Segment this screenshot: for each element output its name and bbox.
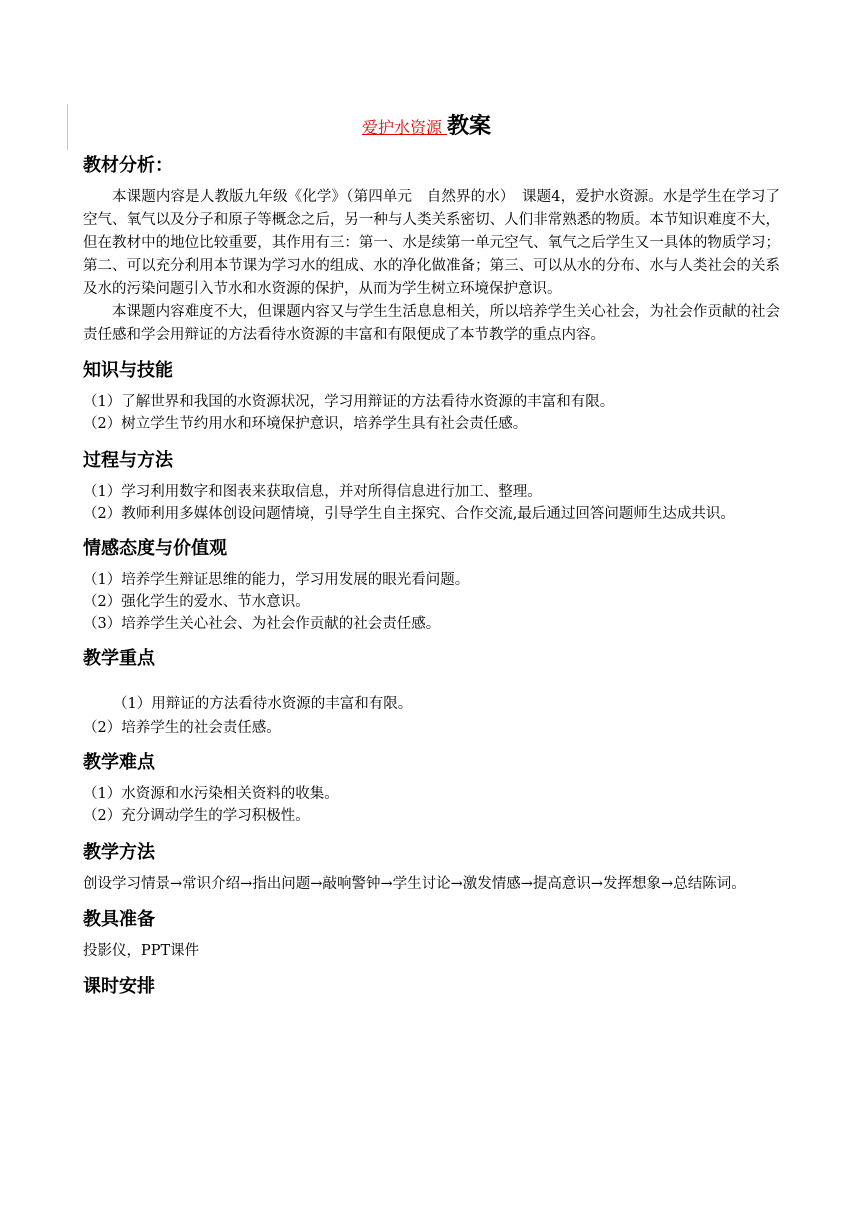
emotion-item: （1）培养学生辩证思维的能力，学习用发展的眼光看问题。 (83, 572, 470, 588)
knowledge-item: （1）了解世界和我国的水资源状况，学习用辩证的方法看待水资源的丰富和有限。 (83, 394, 615, 410)
tools-text: 投影仪，PPT课件 (83, 943, 200, 959)
process-item: （2）教师利用多媒体创设问题情境，引导学生自主探究、合作交流,最后通过回答问题师生达成共识。 (83, 506, 735, 522)
title-link-text[interactable]: 爱护水资源 (361, 118, 448, 137)
section-heading-knowledge: 知识与技能 (83, 360, 173, 381)
title-suffix: 教案 (447, 114, 492, 139)
section-heading-emotion: 情感态度与价值观 (83, 538, 227, 559)
difficulty-item: （2）充分调动学生的学习积极性。 (83, 808, 310, 824)
document-page (83, 110, 780, 1007)
section-heading-analysis: 教材分析： (83, 155, 173, 176)
section-heading-difficulties: 教学难点 (83, 752, 155, 773)
methods-text: 创设学习情景→常识介绍→指出问题→敲响警钟→学生讨论→激发情感→提高意识→发挥想象→总结陈词。 (83, 876, 746, 892)
analysis-paragraph-2: 本课题内容难度不大，但课题内容又与学生生活息息相关，所以培养学生关心社会，为社会作贡献的社会责任感和学会用辩证的方法看待水资源的丰富和有限便成了本节教学的重点内容。 (83, 304, 780, 343)
difficulty-item: （1）水资源和水污染相关资料的收集。 (83, 786, 339, 802)
key-point-item: （2）培养学生的社会责任感。 (83, 720, 281, 736)
section-heading-key-points: 教学重点 (83, 648, 155, 669)
section-heading-process: 过程与方法 (83, 450, 173, 471)
knowledge-item: （2）树立学生节约用水和环境保护意识，培养学生具有社会责任感。 (83, 416, 528, 432)
emotion-item: （3）培养学生关心社会、为社会作贡献的社会责任感。 (83, 616, 441, 632)
emotion-item: （2）强化学生的爱水、节水意识。 (83, 594, 310, 610)
section-heading-tools: 教具准备 (83, 909, 155, 930)
margin-marker (67, 104, 68, 150)
document-title (73, 110, 780, 146)
section-heading-methods: 教学方法 (83, 842, 155, 863)
key-point-item: （1）用辩证的方法看待水资源的丰富和有限。 (113, 696, 413, 712)
analysis-paragraph-1: 本课题内容是人教版九年级《化学》（第四单元 自然界的水） 课题4，爱护水资源。水是学生在学习了空气、氧气以及分子和原子等概念之后，另一种与人类关系密切、人们非常熟悉的物质。本节知识难度不大，但在教材中的地位比较重要，其作用有三：第一、水是续第一单元空气、氧气之后学生又一具体的物质学习；第二、可以充分利用本节课为学习水的组成、水的净化做准备；第三、可以从水的分布、水与人类社会的关系及水的污染问题引入节水和水资源的保护，从而为学生树立环境保护意识。 (83, 189, 780, 297)
process-item: （1）学习利用数字和图表来获取信息，并对所得信息进行加工、整理。 (83, 484, 542, 500)
section-heading-schedule: 课时安排 (83, 976, 155, 997)
